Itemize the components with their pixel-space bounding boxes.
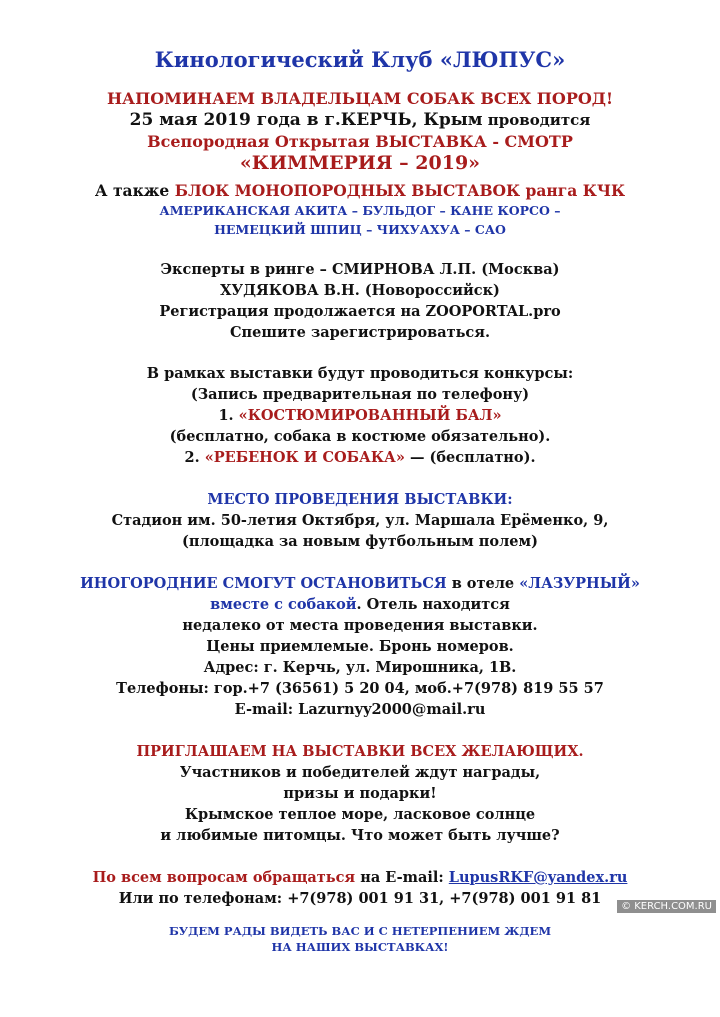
event-date-verb: проводится <box>482 111 591 129</box>
contest-2-number: 2. <box>184 449 205 466</box>
contest-1-number: 1. <box>218 407 239 424</box>
hotel-email: E-mail: Lazurnyy2000@mail.ru <box>234 701 486 718</box>
hurry-line: Спешите зарегистрироваться. <box>229 324 491 341</box>
event-name: «КИММЕРИЯ – 2019» <box>239 152 481 174</box>
invite-heading: ПРИГЛАШАЕМ НА ВЫСТАВКИ ВСЕХ ЖЕЛАЮЩИХ. <box>136 743 584 760</box>
hotel-location: . Отель находится <box>356 596 510 613</box>
closing-line-1: БУДЕМ РАДЫ ВИДЕТЬ ВАС И С НЕТЕРПЕНИЕМ ЖДЕМ <box>168 924 552 938</box>
breeds-line-2: НЕМЕЦКИЙ ШПИЦ – ЧИХУАХУА – САО <box>214 222 506 237</box>
breeds-line-1: АМЕРИКАНСКАЯ АКИТА – БУЛЬДОГ – КАНЕ КОРСО – <box>159 203 561 218</box>
closing-line-2: НА НАШИХ ВЫСТАВКАХ! <box>271 940 449 954</box>
contacts-email-line <box>0 867 720 888</box>
hotel-line-3: недалеко от места проведения выставки. <box>182 617 538 634</box>
venue-address: Стадион им. 50-летия Октября, ул. Маршала Ерёменко, 9, <box>111 512 609 529</box>
hotel-line-2 <box>0 594 720 615</box>
contest-2-note: — (бесплатно). <box>404 449 536 466</box>
contest-1-note: (бесплатно, собака в костюме обязательно). <box>169 428 551 445</box>
hotel-line-1 <box>0 573 720 594</box>
contacts-email-label: на E-mail: <box>355 869 449 886</box>
experts-line-1: Эксперты в ринге – СМИРНОВА Л.П. (Москва) <box>160 261 560 278</box>
event-date-line <box>0 109 720 131</box>
hotel-heading: ИНОГОРОДНИЕ СМОГУТ ОСТАНОВИТЬСЯ <box>80 575 447 592</box>
contacts-email-link[interactable]: LupusRKF@yandex.ru <box>448 869 628 886</box>
invite-line-2: призы и подарки! <box>283 785 437 802</box>
hotel-phones: Телефоны: гор.+7 (36561) 5 20 04, моб.+7(978) 819 55 57 <box>116 680 604 697</box>
site-watermark: © KERCH.COM.RU <box>617 900 716 913</box>
hotel-with-dog: вместе с собакой <box>210 596 357 613</box>
contest-2 <box>0 447 720 468</box>
invite-line-3: Крымское теплое море, ласковое солнце <box>184 806 536 823</box>
contest-1-name: «КОСТЮМИРОВАННЫЙ БАЛ» <box>238 407 502 424</box>
hotel-in: в отеле <box>446 575 520 592</box>
venue-heading: МЕСТО ПРОВЕДЕНИЯ ВЫСТАВКИ: <box>207 491 513 508</box>
hotel-address: Адрес: г. Керчь, ул. Мирошника, 1В. <box>203 659 517 676</box>
contests-note: (Запись предварительная по телефону) <box>190 386 530 403</box>
monobreed-line <box>0 180 720 201</box>
contest-1 <box>0 405 720 426</box>
monobreed-prefix: А также <box>94 181 175 200</box>
hotel-name: «ЛАЗУРНЫЙ» <box>519 575 640 592</box>
hotel-prices: Цены приемлемые. Бронь номеров. <box>206 638 514 655</box>
registration-line: Регистрация продолжается на ZOOPORTAL.pro <box>159 303 561 320</box>
monobreed-block: БЛОК МОНОПОРОДНЫХ ВЫСТАВОК ранга КЧК <box>174 181 626 200</box>
club-title: Кинологический Клуб «ЛЮПУС» <box>154 47 566 72</box>
venue-note: (площадка за новым футбольным полем) <box>181 533 538 550</box>
contacts-heading: По всем вопросам обращаться <box>92 869 356 886</box>
contest-2-name: «РЕБЕНОК И СОБАКА» <box>204 449 405 466</box>
contests-intro: В рамках выставки будут проводиться конкурсы: <box>146 365 574 382</box>
invite-line-4: и любимые питомцы. Что может быть лучше? <box>160 827 560 844</box>
reminder-headline: НАПОМИНАЕМ ВЛАДЕЛЬЦАМ СОБАК ВСЕХ ПОРОД! <box>106 89 614 108</box>
event-date-place: 25 мая 2019 года в г.КЕРЧЬ, Крым <box>129 110 483 130</box>
contacts-phones: Или по телефонам: +7(978) 001 91 31, +7(978) 001 91 81 <box>118 890 602 907</box>
experts-line-2: ХУДЯКОВА В.Н. (Новороссийск) <box>220 282 500 299</box>
invite-line-1: Участников и победителей ждут награды, <box>179 764 541 781</box>
event-type: Всепородная Открытая ВЫСТАВКА - СМОТР <box>147 132 573 151</box>
